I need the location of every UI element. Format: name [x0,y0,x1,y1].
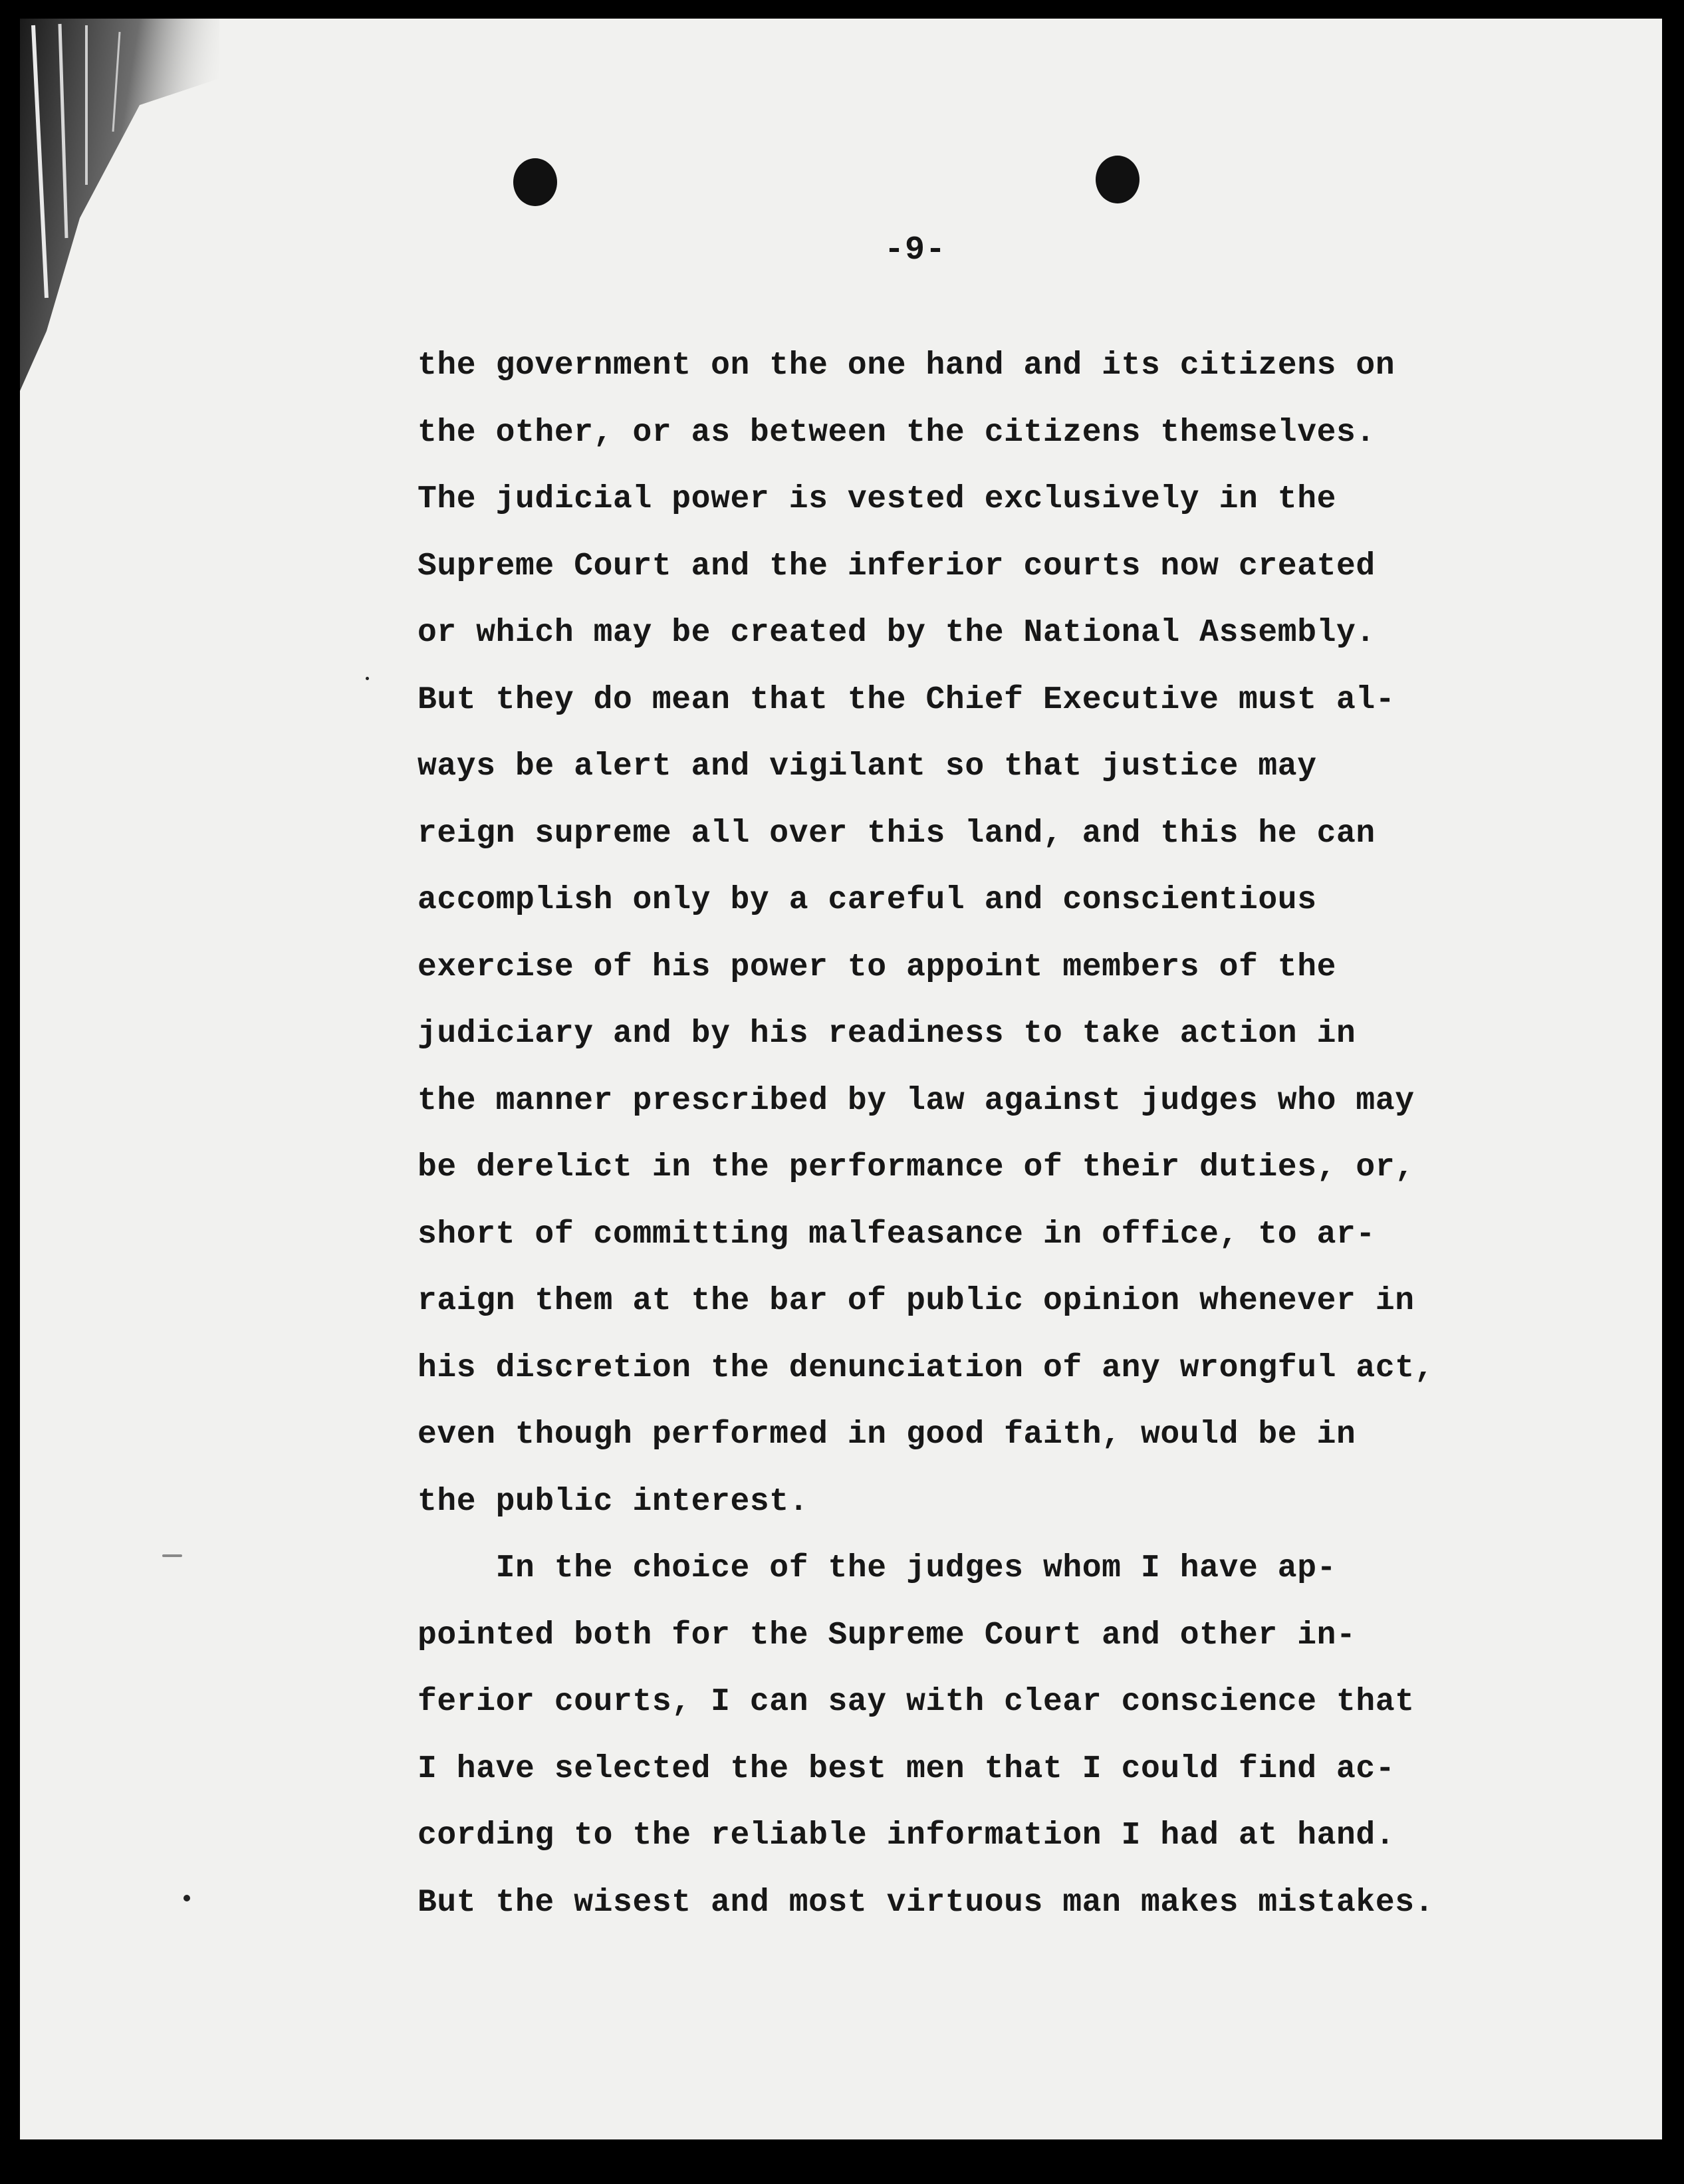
text-line: Supreme Court and the inferior courts now created [418,548,1376,584]
punch-hole-right [1096,156,1140,203]
text-line: even though performed in good faith, would be in [418,1417,1356,1453]
document-page [20,19,1662,2139]
text-line: I have selected the best men that I could find ac- [418,1751,1395,1787]
text-line: pointed both for the Supreme Court and other in- [418,1617,1356,1653]
dust-speck [366,677,369,680]
text-line: the government on the one hand and its citizens on [418,348,1395,384]
text-line: raign them at the bar of public opinion whenever in [418,1283,1415,1319]
text-line: cording to the reliable information I had at hand. [418,1818,1395,1854]
text-line: his discretion the denunciation of any wrongful act, [418,1350,1435,1386]
text-line: ways be alert and vigilant so that justice may [418,749,1317,785]
text-line: the public interest. [418,1483,809,1520]
text-line: judiciary and by his readiness to take action in [418,1016,1356,1052]
body-text [418,332,1434,1936]
punch-hole-left [513,158,557,206]
text-line: accomplish only by a careful and conscientious [418,882,1317,918]
text-line: reign supreme all over this land, and this he can [418,815,1376,852]
text-line: But they do mean that the Chief Executive must al- [418,681,1395,718]
text-line: But the wisest and most virtuous man makes mistakes. [418,1884,1435,1921]
text-line: exercise of his power to appoint members of the [418,949,1337,985]
text-line: short of committing malfeasance in office, to ar- [418,1216,1376,1253]
page-number: -9- [884,231,947,269]
text-line: ferior courts, I can say with clear conscience that [418,1684,1415,1720]
dust-speck [162,1554,182,1557]
text-line: the manner prescribed by law against judges who may [418,1082,1415,1119]
text-line: The judicial power is vested exclusively in the [418,481,1337,517]
text-line: In the choice of the judges whom I have ap- [418,1550,1337,1586]
text-line: or which may be created by the National Assembly. [418,615,1376,651]
page-curl-shadow [20,19,219,391]
text-line: be derelict in the performance of their duties, or, [418,1150,1415,1185]
dust-speck [183,1895,190,1901]
text-line: the other, or as between the citizens themselves. [418,414,1376,451]
